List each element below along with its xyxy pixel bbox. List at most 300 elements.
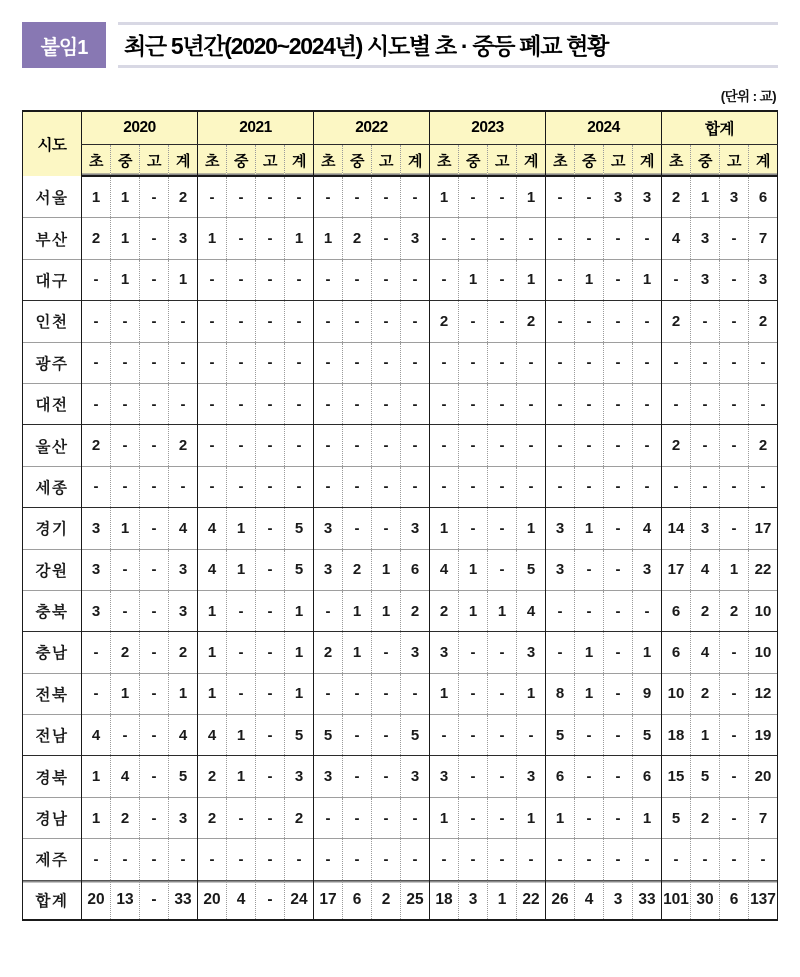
column-header-region: 시도 — [23, 111, 82, 176]
data-cell: - — [691, 466, 720, 507]
data-cell: 4 — [169, 715, 198, 756]
total-cell: 6 — [343, 880, 372, 920]
data-cell: 2 — [169, 632, 198, 673]
data-cell: 1 — [575, 259, 604, 300]
attachment-badge: 붙임1 — [22, 22, 106, 68]
data-cell: - — [604, 632, 633, 673]
subheader-2024-sum: 계 — [633, 145, 662, 177]
data-cell: 1 — [227, 508, 256, 549]
data-cell: 4 — [517, 590, 546, 631]
data-cell: - — [546, 218, 575, 259]
data-cell: - — [227, 301, 256, 342]
data-cell: 1 — [517, 176, 546, 218]
data-cell: 2 — [430, 301, 459, 342]
data-cell: 3 — [169, 549, 198, 590]
data-cell: - — [256, 342, 285, 383]
data-cell: - — [517, 425, 546, 466]
data-cell: 1 — [691, 715, 720, 756]
data-cell: - — [372, 632, 401, 673]
data-cell: - — [314, 673, 343, 714]
data-cell: 2 — [517, 301, 546, 342]
data-cell: - — [633, 342, 662, 383]
data-cell: 1 — [111, 176, 140, 218]
data-cell: 3 — [720, 176, 749, 218]
row-header-total: 합계 — [23, 880, 82, 920]
total-cell: 26 — [546, 880, 575, 920]
table-row — [23, 383, 778, 424]
data-cell: - — [517, 383, 546, 424]
data-cell: 4 — [662, 218, 691, 259]
data-cell: - — [256, 218, 285, 259]
data-cell: 3 — [314, 549, 343, 590]
data-cell: - — [488, 632, 517, 673]
data-cell: - — [604, 756, 633, 797]
data-cell: 3 — [633, 176, 662, 218]
data-cell: 3 — [546, 549, 575, 590]
data-cell: - — [198, 839, 227, 880]
subheader-2020-middle: 중 — [111, 145, 140, 177]
total-cell: 101 — [662, 880, 691, 920]
data-cell: - — [720, 301, 749, 342]
data-cell: - — [488, 715, 517, 756]
data-cell: - — [227, 632, 256, 673]
data-cell: - — [604, 590, 633, 631]
data-cell: 1 — [227, 715, 256, 756]
data-cell: 9 — [633, 673, 662, 714]
data-cell: 3 — [401, 756, 430, 797]
data-cell: - — [546, 839, 575, 880]
title-rule-top — [118, 22, 778, 25]
data-cell: - — [314, 342, 343, 383]
data-cell: - — [372, 715, 401, 756]
subheader-2021-middle: 중 — [227, 145, 256, 177]
data-cell: 4 — [198, 715, 227, 756]
data-cell: - — [343, 839, 372, 880]
data-cell: 1 — [169, 259, 198, 300]
data-cell: - — [691, 342, 720, 383]
data-cell: 5 — [633, 715, 662, 756]
data-cell: 2 — [82, 218, 111, 259]
data-cell: - — [604, 301, 633, 342]
data-cell: 1 — [372, 549, 401, 590]
data-cell: - — [430, 715, 459, 756]
total-cell: 20 — [198, 880, 227, 920]
data-cell: - — [82, 839, 111, 880]
data-cell: - — [314, 839, 343, 880]
data-cell: - — [459, 756, 488, 797]
data-cell: 4 — [430, 549, 459, 590]
data-cell: - — [314, 259, 343, 300]
data-cell: - — [111, 590, 140, 631]
data-cell: - — [82, 383, 111, 424]
data-cell: - — [575, 549, 604, 590]
data-cell: 3 — [517, 632, 546, 673]
data-cell: - — [343, 715, 372, 756]
data-cell: 3 — [691, 508, 720, 549]
data-cell: 5 — [691, 756, 720, 797]
data-cell: - — [546, 425, 575, 466]
row-header-region: 경남 — [23, 797, 82, 838]
data-cell: - — [546, 259, 575, 300]
data-cell: 1 — [633, 259, 662, 300]
data-cell: - — [198, 466, 227, 507]
data-cell: - — [575, 756, 604, 797]
data-cell: 2 — [691, 590, 720, 631]
data-cell: - — [227, 673, 256, 714]
data-cell: 3 — [169, 218, 198, 259]
data-cell: - — [140, 176, 169, 218]
table-row — [23, 715, 778, 756]
data-cell: - — [111, 466, 140, 507]
data-cell: - — [285, 301, 314, 342]
table-row — [23, 632, 778, 673]
data-cell: - — [227, 259, 256, 300]
subheader-2024-high: 고 — [604, 145, 633, 177]
data-cell: - — [604, 466, 633, 507]
data-cell: - — [459, 466, 488, 507]
data-cell: - — [343, 176, 372, 218]
data-cell: 4 — [198, 508, 227, 549]
data-cell: - — [546, 466, 575, 507]
data-cell: - — [459, 218, 488, 259]
data-cell: - — [488, 176, 517, 218]
data-cell: - — [256, 632, 285, 673]
data-cell: - — [314, 466, 343, 507]
data-cell: - — [343, 756, 372, 797]
row-header-region: 경기 — [23, 508, 82, 549]
data-cell: 22 — [749, 549, 778, 590]
total-cell: 3 — [604, 880, 633, 920]
data-cell: - — [82, 673, 111, 714]
data-cell: - — [401, 342, 430, 383]
data-cell: 5 — [285, 715, 314, 756]
total-cell: 1 — [488, 880, 517, 920]
data-cell: 6 — [633, 756, 662, 797]
data-cell: 4 — [691, 549, 720, 590]
row-header-region: 부산 — [23, 218, 82, 259]
data-cell: - — [459, 839, 488, 880]
data-cell: 12 — [749, 673, 778, 714]
data-cell: 1 — [227, 549, 256, 590]
table-body — [23, 176, 778, 920]
data-cell: - — [401, 839, 430, 880]
header-row-years — [23, 111, 778, 145]
data-cell: - — [459, 425, 488, 466]
data-cell: - — [111, 839, 140, 880]
subheader-2022-sum: 계 — [401, 145, 430, 177]
total-cell: 22 — [517, 880, 546, 920]
row-header-region: 광주 — [23, 342, 82, 383]
title-wrap — [118, 22, 778, 68]
data-cell: 2 — [198, 797, 227, 838]
data-cell: 1 — [430, 176, 459, 218]
data-cell: 1 — [111, 673, 140, 714]
data-cell: - — [459, 383, 488, 424]
data-cell: - — [720, 383, 749, 424]
total-cell: 25 — [401, 880, 430, 920]
data-cell: 1 — [82, 756, 111, 797]
row-header-region: 전남 — [23, 715, 82, 756]
data-cell: - — [140, 383, 169, 424]
data-cell: - — [401, 301, 430, 342]
data-cell: - — [430, 259, 459, 300]
total-cell: 30 — [691, 880, 720, 920]
data-cell: - — [720, 756, 749, 797]
data-cell: - — [343, 259, 372, 300]
data-cell: - — [256, 466, 285, 507]
data-cell: - — [256, 590, 285, 631]
data-cell: 3 — [169, 797, 198, 838]
data-cell: - — [140, 218, 169, 259]
data-cell: - — [198, 342, 227, 383]
data-cell: - — [169, 383, 198, 424]
data-cell: - — [575, 839, 604, 880]
data-cell: - — [140, 673, 169, 714]
data-cell: - — [517, 466, 546, 507]
data-cell: 7 — [749, 218, 778, 259]
data-cell: 1 — [459, 549, 488, 590]
data-cell: 2 — [749, 301, 778, 342]
data-cell: 2 — [169, 176, 198, 218]
row-header-region: 대전 — [23, 383, 82, 424]
data-cell: - — [227, 342, 256, 383]
total-cell: 20 — [82, 880, 111, 920]
data-cell: - — [227, 797, 256, 838]
data-cell: 2 — [401, 590, 430, 631]
data-cell: - — [430, 425, 459, 466]
data-cell: 3 — [749, 259, 778, 300]
row-header-region: 전북 — [23, 673, 82, 714]
title-block — [22, 22, 778, 68]
total-cell: 137 — [749, 880, 778, 920]
data-cell: 1 — [227, 756, 256, 797]
table-row — [23, 756, 778, 797]
data-cell: - — [343, 301, 372, 342]
data-cell: - — [314, 797, 343, 838]
data-cell: - — [372, 342, 401, 383]
data-cell: - — [604, 673, 633, 714]
subheader-2021-high: 고 — [256, 145, 285, 177]
data-cell: 4 — [633, 508, 662, 549]
data-cell: 2 — [285, 797, 314, 838]
data-cell: - — [575, 301, 604, 342]
data-cell: - — [575, 797, 604, 838]
data-cell: - — [140, 715, 169, 756]
total-cell: - — [140, 880, 169, 920]
data-cell: - — [198, 425, 227, 466]
data-cell: - — [314, 383, 343, 424]
data-cell: - — [430, 383, 459, 424]
data-cell: 3 — [430, 632, 459, 673]
data-cell: 1 — [517, 673, 546, 714]
subheader-2024-elementary: 초 — [546, 145, 575, 177]
data-cell: 6 — [749, 176, 778, 218]
data-cell: - — [575, 218, 604, 259]
data-cell: 1 — [372, 590, 401, 631]
data-cell: - — [459, 301, 488, 342]
data-cell: - — [546, 590, 575, 631]
total-cell: 2 — [372, 880, 401, 920]
unit-label: (단위 : 교) — [720, 89, 776, 104]
data-cell: - — [633, 466, 662, 507]
data-cell: 3 — [314, 508, 343, 549]
subheader-2021-elementary: 초 — [198, 145, 227, 177]
total-cell: 24 — [285, 880, 314, 920]
data-cell: - — [285, 342, 314, 383]
data-cell: 1 — [459, 259, 488, 300]
table-row — [23, 508, 778, 549]
data-cell: - — [749, 839, 778, 880]
data-cell: 2 — [430, 590, 459, 631]
data-cell: 19 — [749, 715, 778, 756]
data-cell: 1 — [517, 508, 546, 549]
data-cell: - — [140, 839, 169, 880]
data-cell: - — [401, 673, 430, 714]
data-cell: 2 — [691, 673, 720, 714]
data-cell: 2 — [82, 425, 111, 466]
data-cell: - — [720, 466, 749, 507]
table-head — [23, 111, 778, 176]
data-cell: 3 — [604, 176, 633, 218]
subheader-total-elementary: 초 — [662, 145, 691, 177]
total-cell: 3 — [459, 880, 488, 920]
data-cell: - — [517, 218, 546, 259]
data-cell: 5 — [662, 797, 691, 838]
table-row — [23, 259, 778, 300]
data-cell: - — [82, 632, 111, 673]
data-cell: 17 — [749, 508, 778, 549]
data-cell: 1 — [575, 632, 604, 673]
data-cell: - — [575, 383, 604, 424]
data-cell: - — [720, 839, 749, 880]
data-cell: - — [140, 301, 169, 342]
data-cell: - — [604, 549, 633, 590]
data-cell: - — [720, 632, 749, 673]
data-cell: 3 — [82, 549, 111, 590]
data-cell: - — [401, 383, 430, 424]
data-cell: - — [140, 342, 169, 383]
data-cell: - — [82, 466, 111, 507]
data-cell: - — [604, 797, 633, 838]
data-cell: 3 — [82, 590, 111, 631]
data-cell: 2 — [343, 218, 372, 259]
subheader-2023-sum: 계 — [517, 145, 546, 177]
data-cell: - — [749, 383, 778, 424]
data-cell: 1 — [430, 797, 459, 838]
data-cell: - — [633, 425, 662, 466]
data-cell: - — [343, 466, 372, 507]
subheader-2024-middle: 중 — [575, 145, 604, 177]
data-cell: 3 — [633, 549, 662, 590]
subheader-2020-elementary: 초 — [82, 145, 111, 177]
row-header-region: 인천 — [23, 301, 82, 342]
data-cell: - — [372, 839, 401, 880]
total-cell: 18 — [430, 880, 459, 920]
data-cell: - — [459, 632, 488, 673]
data-cell: 2 — [111, 797, 140, 838]
data-cell: - — [343, 342, 372, 383]
data-cell: 7 — [749, 797, 778, 838]
data-cell: - — [256, 508, 285, 549]
table-row — [23, 301, 778, 342]
data-cell: - — [720, 508, 749, 549]
data-cell: 3 — [401, 632, 430, 673]
data-cell: 1 — [575, 673, 604, 714]
data-cell: - — [488, 218, 517, 259]
data-cell: - — [604, 383, 633, 424]
data-cell: - — [430, 466, 459, 507]
data-cell: - — [575, 176, 604, 218]
data-cell: 3 — [691, 259, 720, 300]
data-cell: - — [314, 590, 343, 631]
data-cell: - — [720, 715, 749, 756]
data-cell: - — [256, 756, 285, 797]
data-cell: - — [285, 466, 314, 507]
data-cell: - — [401, 176, 430, 218]
data-cell: - — [82, 342, 111, 383]
data-cell: - — [372, 383, 401, 424]
subheader-2020-sum: 계 — [169, 145, 198, 177]
data-cell: - — [169, 342, 198, 383]
data-cell: - — [662, 259, 691, 300]
document-page — [0, 22, 800, 977]
data-cell: - — [546, 632, 575, 673]
data-cell: 3 — [691, 218, 720, 259]
data-cell: - — [720, 218, 749, 259]
total-cell: 33 — [169, 880, 198, 920]
data-cell: - — [372, 797, 401, 838]
data-cell: - — [575, 425, 604, 466]
data-cell: - — [285, 425, 314, 466]
data-cell: 1 — [285, 632, 314, 673]
data-cell: - — [459, 715, 488, 756]
subheader-2020-high: 고 — [140, 145, 169, 177]
data-cell: 4 — [82, 715, 111, 756]
subheader-total-sum: 계 — [749, 145, 778, 177]
column-group-2024: 2024 — [546, 111, 662, 145]
data-cell: - — [314, 301, 343, 342]
data-cell: 3 — [517, 756, 546, 797]
data-cell: 1 — [691, 176, 720, 218]
data-cell: 1 — [82, 176, 111, 218]
data-cell: 2 — [662, 425, 691, 466]
data-cell: - — [488, 425, 517, 466]
data-cell: - — [604, 342, 633, 383]
data-cell: - — [198, 383, 227, 424]
table-row — [23, 176, 778, 218]
subheader-total-high: 고 — [720, 145, 749, 177]
data-cell: - — [575, 342, 604, 383]
data-cell: - — [691, 425, 720, 466]
data-cell: 3 — [401, 508, 430, 549]
data-cell: 3 — [546, 508, 575, 549]
data-cell: 18 — [662, 715, 691, 756]
row-header-region: 세종 — [23, 466, 82, 507]
data-cell: - — [633, 301, 662, 342]
data-cell: - — [546, 383, 575, 424]
data-cell: - — [662, 839, 691, 880]
data-cell: - — [169, 301, 198, 342]
table-row — [23, 797, 778, 838]
data-cell: 1 — [82, 797, 111, 838]
data-cell: 6 — [401, 549, 430, 590]
data-cell: - — [459, 508, 488, 549]
data-cell: 4 — [111, 756, 140, 797]
data-cell: - — [604, 715, 633, 756]
data-cell: - — [488, 549, 517, 590]
data-cell: - — [430, 342, 459, 383]
data-cell: - — [575, 466, 604, 507]
